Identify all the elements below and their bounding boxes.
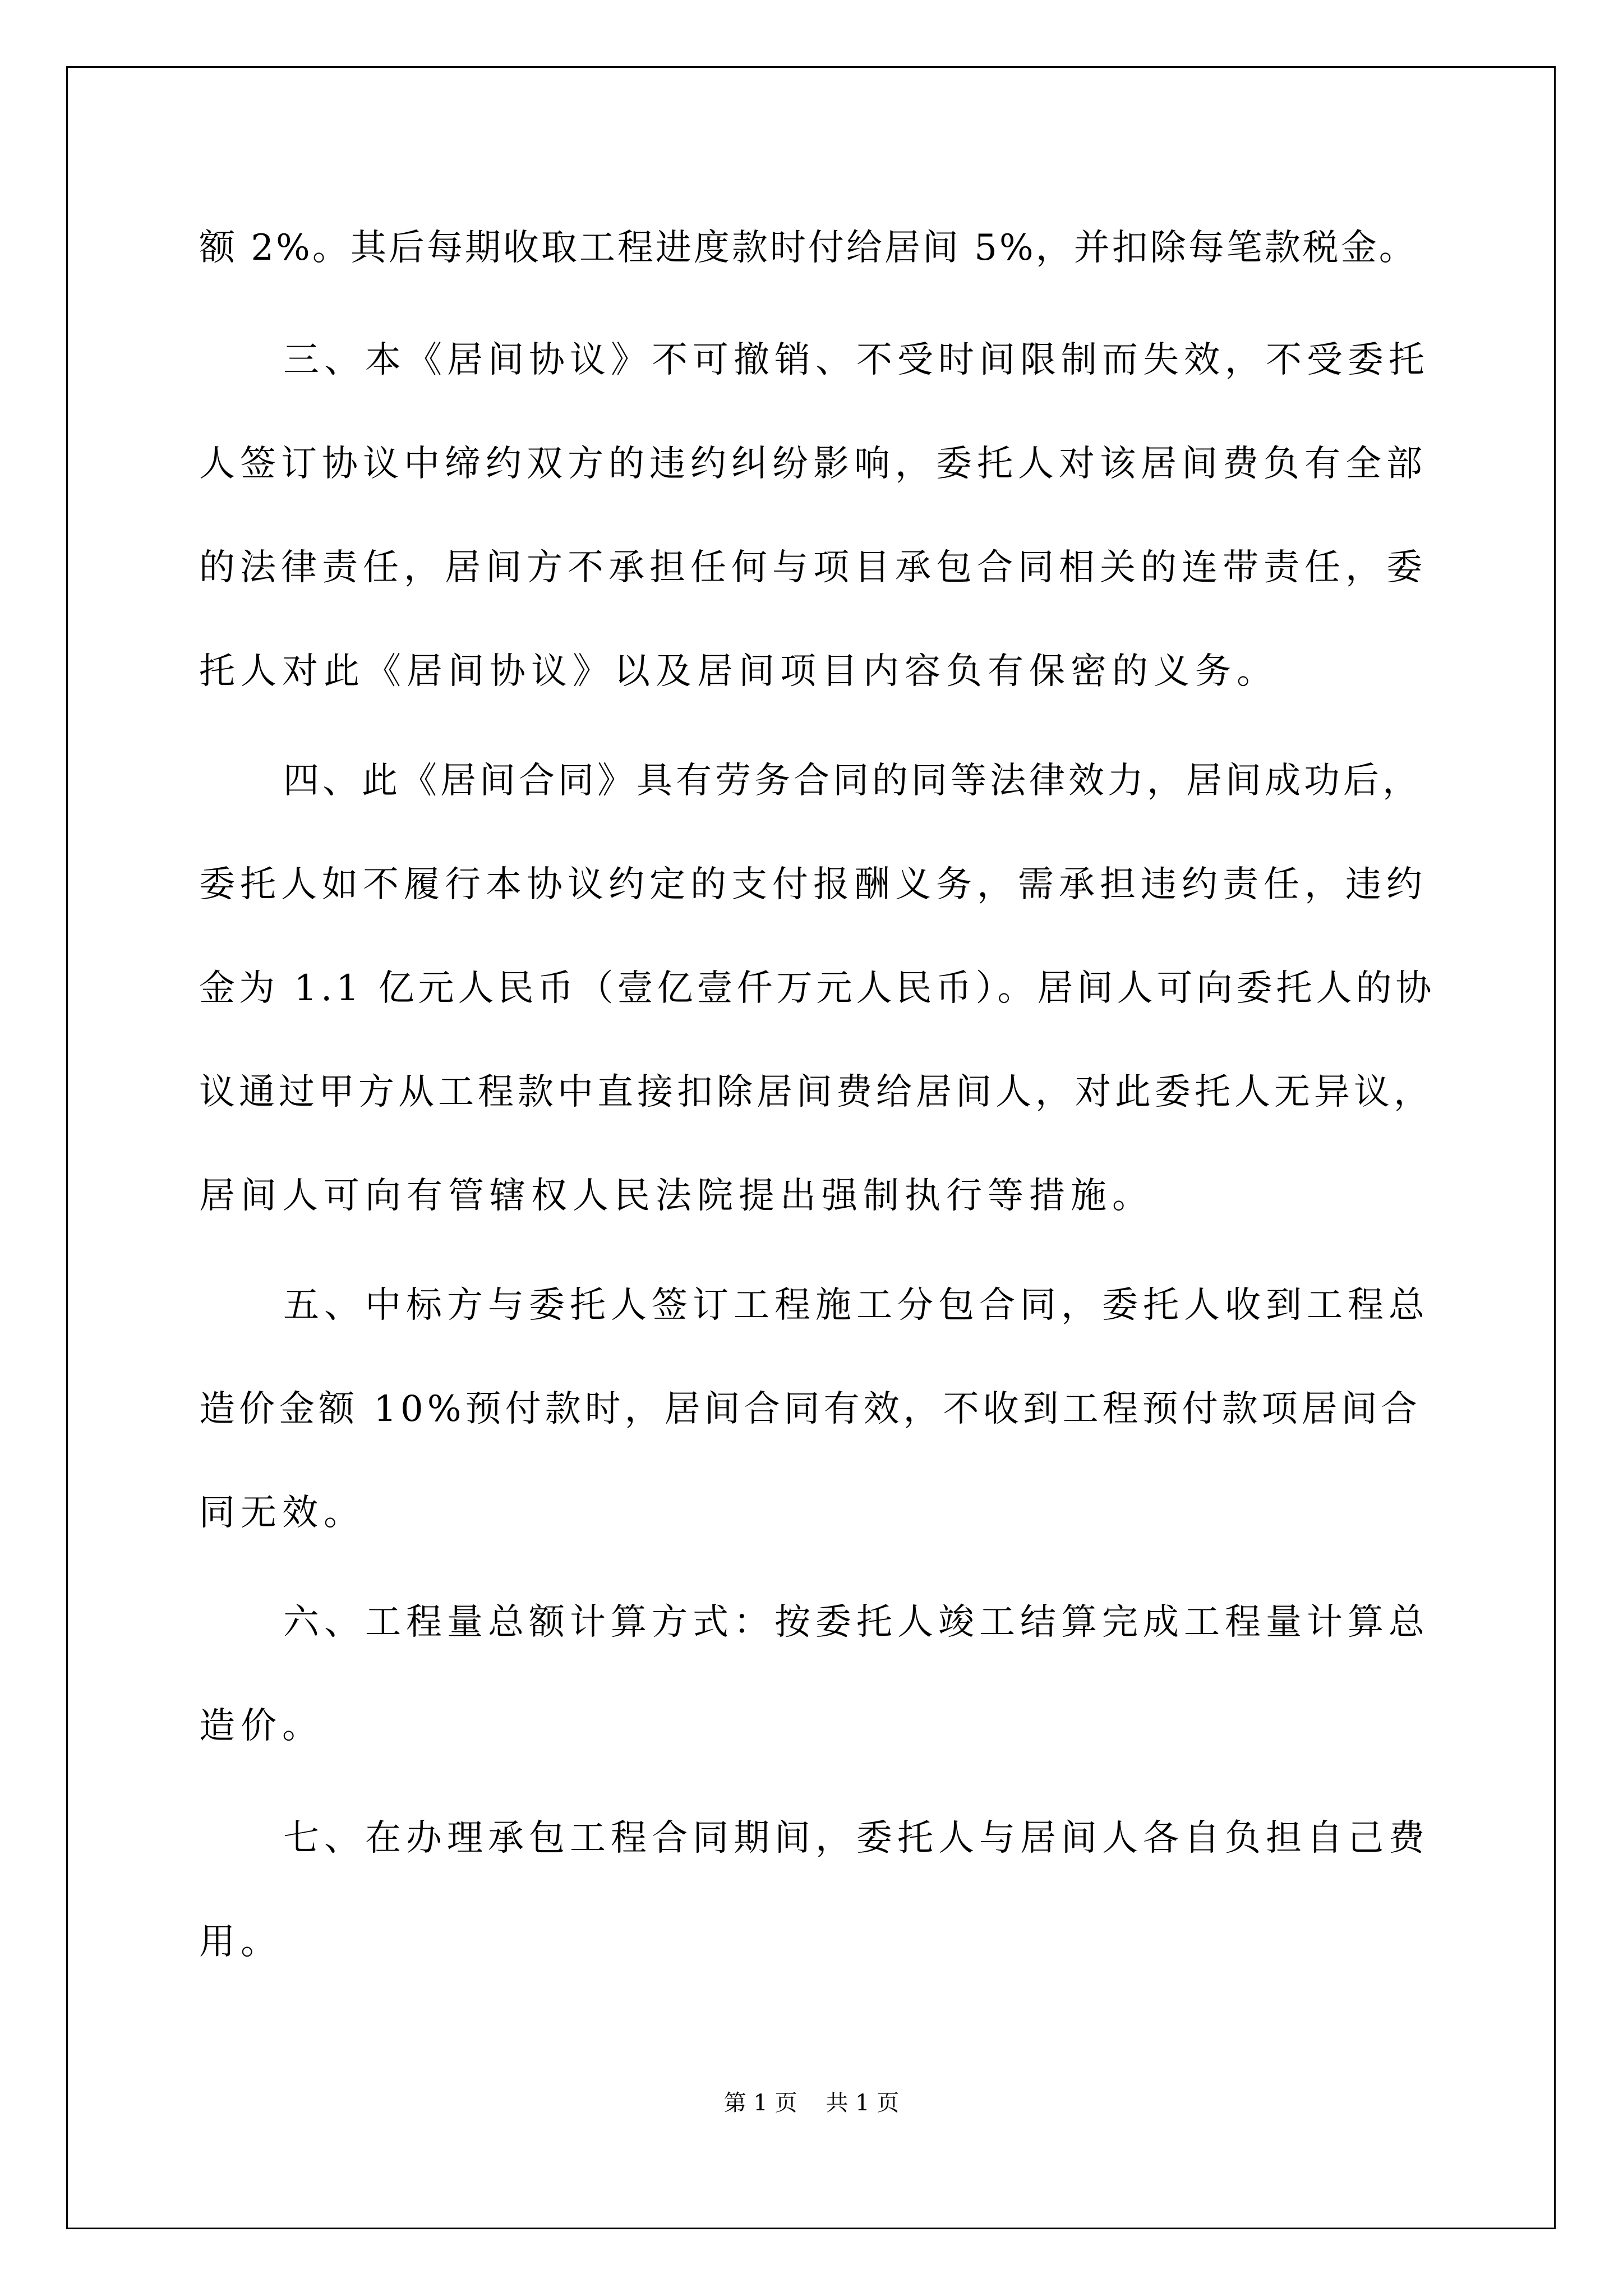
- body-line-7: 委托人如不履行本协议约定的支付报酬义务，需承担违约责任，违约: [199, 864, 1427, 905]
- page-footer: 第 1 页 共 1 页: [723, 2090, 900, 2116]
- body-line-16: 七、在办理承包工程合同期间，委托人与居间人各自负担自己费: [283, 1818, 1430, 1859]
- body-line-9: 议通过甲方从工程款中直接扣除居间费给居间人，对此委托人无异议，: [199, 1071, 1433, 1113]
- body-line-1: 额 2%。其后每期收取工程进度款时付给居间 5%，并扣除每笔款税金。: [199, 227, 1417, 269]
- body-line-12: 造价金额 10%预付款时，居间合同有效，不收到工程预付款项居间合: [199, 1388, 1421, 1430]
- body-line-10: 居间人可向有管辖权人民法院提出强制执行等措施。: [199, 1175, 1154, 1217]
- body-line-11: 五、中标方与委托人签订工程施工分包合同，委托人收到工程总: [283, 1285, 1430, 1326]
- body-line-17: 用。: [199, 1921, 282, 1963]
- page-border: [66, 66, 1556, 2229]
- body-line-14: 六、工程量总额计算方式：按委托人竣工结算完成工程量计算总: [283, 1602, 1430, 1643]
- body-line-4: 的法律责任，居间方不承担任何与项目承包合同相关的连带责任，委: [199, 547, 1427, 588]
- body-line-8: 金为 1.1 亿元人民币（壹亿壹仟万元人民币）。居间人可向委托人的协: [199, 968, 1436, 1009]
- body-line-3: 人签订协议中缔约双方的违约纠纷影响，委托人对该居间费负有全部: [199, 443, 1427, 485]
- body-line-13: 同无效。: [199, 1492, 365, 1534]
- body-line-6: 四、此《居间合同》具有劳务合同的同等法律效力，居间成功后，: [283, 760, 1422, 802]
- body-line-2: 三、本《居间协议》不可撤销、不受时间限制而失效，不受委托: [283, 339, 1430, 381]
- body-line-5: 托人对此《居间协议》以及居间项目内容负有保密的义务。: [199, 651, 1278, 692]
- body-line-15: 造价。: [199, 1705, 324, 1747]
